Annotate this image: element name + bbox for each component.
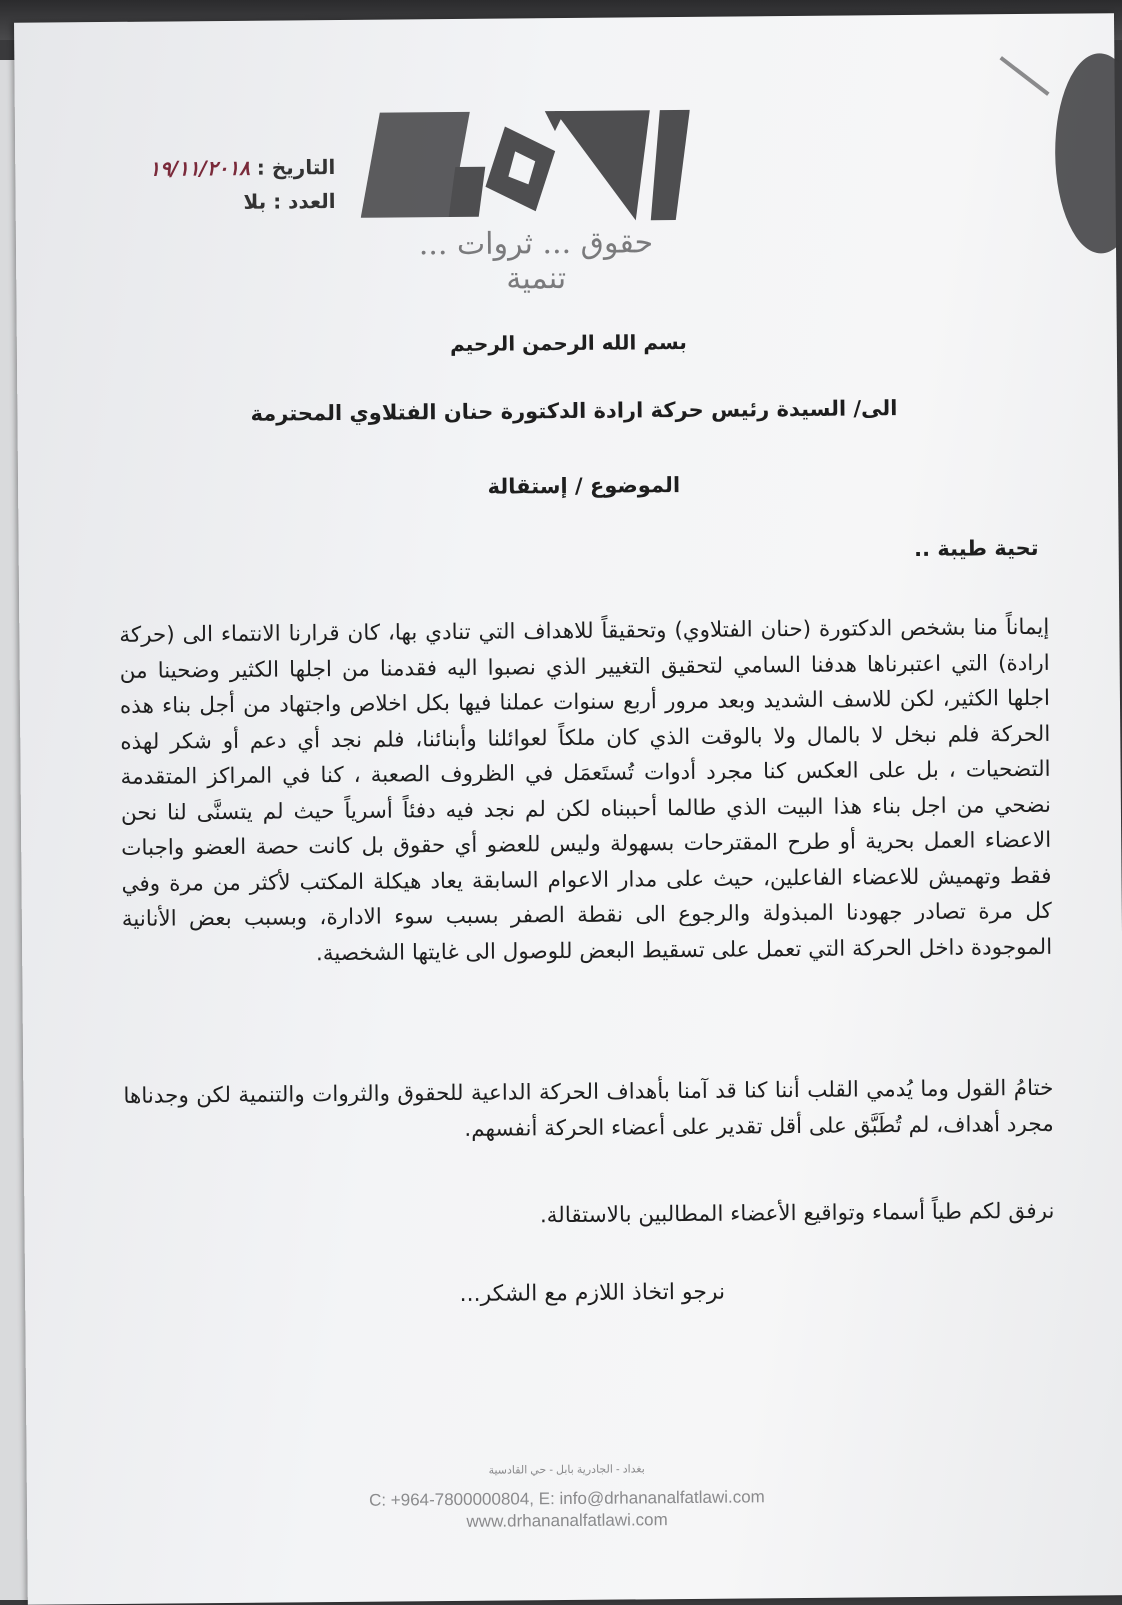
recipient-line: الى/ السيدة رئيس حركة ارادة الدكتورة حنان الفتلاوي المحترمة [250,396,898,426]
number-label: العدد : [273,189,336,214]
date-line [149,150,335,186]
number-value: بلا [243,189,267,214]
footer-address: بغداد - الجادرية بابل - حي القادسية [488,1463,645,1477]
pencil-mark [1000,56,1050,96]
date-value: ١٩/١١/٢٠١٨ [149,155,250,181]
basmala: بسم الله الرحمن الرحيم [449,329,687,357]
logo-slogan: حقوق ... ثروات ... تنمية [418,225,654,297]
date-label: التاريخ : [256,155,336,180]
closing-line: نرجو اتخاذ اللازم مع الشكر... [459,1279,726,1307]
number-line [149,184,335,220]
subject-line: الموضوع / إستقالة [487,473,681,499]
footer-contact: C: +964-7800000804, E: info@drhananalfatlawi.com [368,1487,765,1510]
body-paragraph-3: نرفق لكم طياً أسماء وتواقيع الأعضاء المطالبين بالاستقالة. [539,1198,1055,1229]
footer-website: www.drhananalfatlawi.com [466,1510,668,1531]
body-paragraph-1: إيماناً منا بشخص الدكتورة (حنان الفتلاوي) وتحقيقاً للاهداف التي تنادي بها، كان قرارنا الانتماء الى (حركة ارادة) التي اعتبرناها هدفنا السامي لتحقيق التغيير الذي نصبوا اليه فقدمنا من اجلها الكثير وضحينا من اجلها الكثير، لكن للاسف الشديد وبعد مرور أربع سنوات عملنا فيها بكل اخلاص واجتهاد من أجل بناء هذه الحركة فلم نبخل لا بالمال ولا بالوقت الذي كان ملكاً لعوائلنا وأبنائنا، فلم نجد أي دعم أو شكر لهذه التضحيات ، بل على العكس كنا مجرد أدوات تُستَعمَل في الظروف الصعبة ، كنا في المراكز المتقدمة نضحي من اجل بناء هذا البيت الذي طالما أحببناه لكن لم نجد فيه دفئاً أسرياً حيث لم يتسنَّى لنا نحن الاعضاء العمل بحرية أو طرح المقترحات بسهولة وليس للعضو أي حقوق بل كانت حصة العضو واجبات فقط وتهميش للاعضاء الفاعلين، حيث على مدار الاعوام السابقة يعاد هيكلة المكتب لأكثر من مرة وفي كل مرة تصادر جهودنا المبذولة والرجوع الى نقطة الصفر بسبب سوء الادارة، وبسبب بعض الأنانية الموجودة داخل الحركة التي تعمل على تسقيط البعض للوصول الى غايتها الشخصية. [119,614,1053,966]
dark-corner-shape [1054,53,1122,254]
letter-page [14,13,1122,1605]
letter-footer [327,1461,808,1534]
irada-logo [360,105,691,228]
body-paragraph-2: ختامُ القول وما يُدمي القلب أننا كنا قد آمنا بأهداف الحركة الداعية للحقوق والثروات والتنمية لكن وجدناها مجرد أهداف، لم تُطَبَّق على أقل تقدير على أعضاء الحركة أنفسهم. [123,1075,1054,1142]
greeting: تحية طيبة .. [913,535,1039,561]
letter-meta [149,150,336,220]
